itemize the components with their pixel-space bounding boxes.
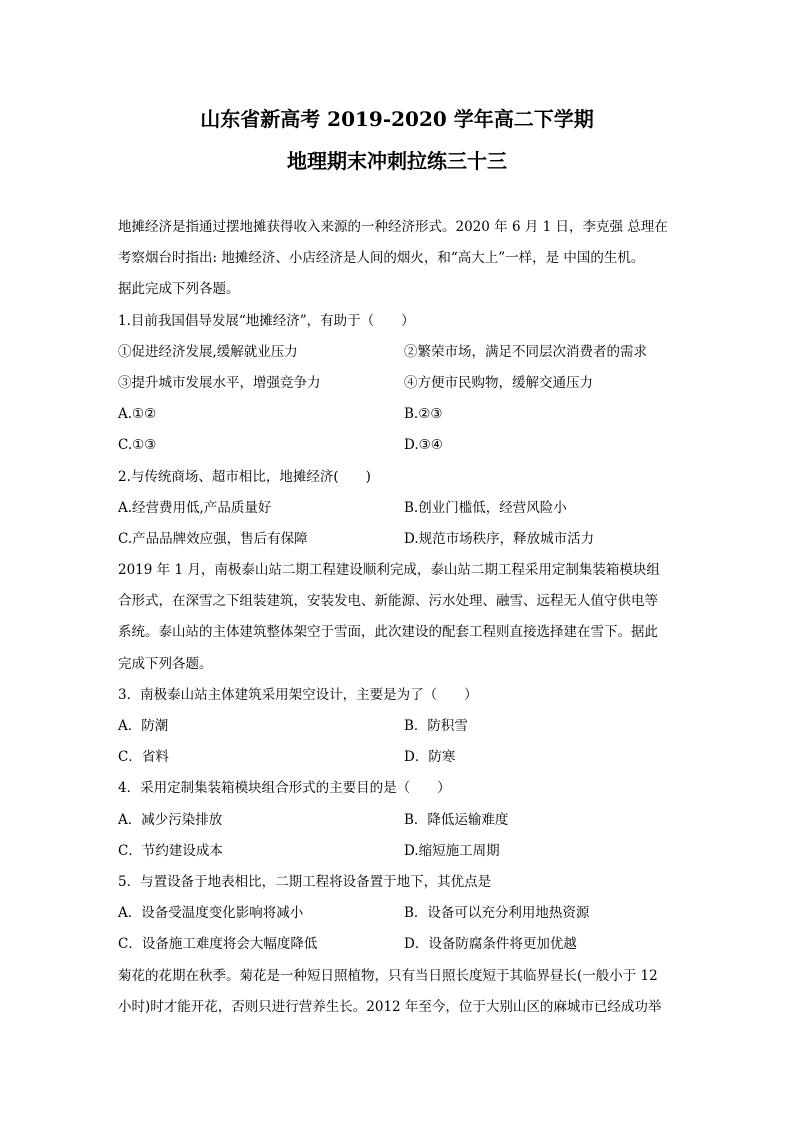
question-5-options-row — [118, 929, 678, 960]
answer-option: B．降低运输难度 — [404, 811, 509, 828]
question-3-stem: 3．南极泰山站主体建筑采用架空设计，主要是为了（ ） — [118, 686, 478, 703]
passage-1-line: 考察烟台时指出: 地摊经济、小店经济是人间的烟火，和“高大上”一样，是 中国的生机。 — [118, 250, 645, 267]
passage-2-line: 完成下列各题。 — [118, 655, 213, 672]
passage-2-line: 系统。泰山站的主体建筑整体架空于雪面，此次建设的配套工程则直接选择建在雪下。据此 — [118, 624, 658, 641]
statement-item: ②繁荣市场，满足不同层次消费者的需求 — [404, 343, 647, 360]
question-1-stem: 1.目前我国倡导发展“地摊经济”，有助于（ ） — [118, 312, 415, 329]
document-title-line-2: 地理期末冲刺拉练三十三 — [287, 149, 507, 173]
answer-option: C.①③ — [118, 437, 157, 454]
answer-option: B．防积雪 — [404, 718, 468, 734]
answer-option: D．防寒 — [404, 749, 456, 766]
answer-option: B．设备可以充分利用地热资源 — [404, 905, 590, 922]
question-5-stem: 5．与置设备于地表相比，二期工程将设备置于地下，其优点是 — [118, 873, 492, 890]
answer-option: A．设备受温度变化影响将减小 — [118, 905, 304, 922]
question-1-options-row — [118, 399, 678, 430]
question-4-options-row — [118, 836, 678, 867]
answer-option: A．减少污染排放 — [118, 811, 223, 828]
answer-option: B.创业门槛低，经营风险小 — [404, 499, 567, 516]
question-3-options-row — [118, 711, 678, 742]
question-4-stem: 4．采用定制集装箱模块组合形式的主要目的是（ ） — [118, 780, 451, 797]
passage-3-line: 小时)时才能开花，否则只进行营养生长。2012 年至今，位于大别山区的麻城市已经成功举 — [118, 998, 662, 1015]
answer-option: D.③④ — [404, 437, 443, 454]
question-5-options-row — [118, 898, 678, 929]
question-1-options-row — [118, 430, 678, 461]
question-3-options-row — [118, 742, 678, 773]
document-title-line-1: 山东省新高考 2019-2020 学年高二下学期 — [200, 107, 594, 131]
answer-option: C.产品品牌效应强，售后有保障 — [118, 530, 308, 547]
answer-option: A．防潮 — [118, 718, 169, 734]
passage-1-line: 地摊经济是指通过摆地摊获得收入来源的一种经济形式。2020 年 6 月 1 日，李克强 总理在 — [118, 219, 668, 235]
document-body — [118, 212, 678, 1023]
passage-2-line: 合形式，在深雪之下组装建筑，安装发电、新能源、污水处理、融雪、远程无人值守供电等 — [118, 593, 658, 610]
statement-item: ①促进经济发展,缓解就业压力 — [118, 343, 298, 360]
answer-option: B.②③ — [404, 406, 443, 423]
question-2-options-row — [118, 493, 678, 524]
question-1-items-row — [118, 368, 678, 399]
answer-option: C．节约建设成本 — [118, 842, 223, 859]
question-4-options-row — [118, 805, 678, 836]
answer-option: A.经营费用低,产品质量好 — [118, 499, 272, 516]
question-2-options-row — [118, 524, 678, 555]
statement-item: ③提升城市发展水平，增强竞争力 — [118, 374, 321, 391]
passage-1-line: 据此完成下列各题。 — [118, 281, 240, 298]
answer-option: C．省料 — [118, 749, 169, 766]
answer-option: D.缩短施工周期 — [404, 842, 500, 859]
passage-2-line: 2019 年 1 月，南极泰山站二期工程建设顺利完成，泰山站二期工程采用定制集装箱模块组 — [118, 562, 660, 579]
passage-3-line: 菊花的花期在秋季。菊花是一种短日照植物，只有当日照长度短于其临界昼长(一般小于 12 — [118, 967, 658, 984]
answer-option: D.规范市场秩序，释放城市活力 — [404, 530, 595, 547]
answer-option: A.①② — [118, 406, 157, 423]
question-2-stem: 2.与传统商场、超市相比，地摊经济( ) — [118, 468, 371, 485]
answer-option: D．设备防腐条件将更加优越 — [404, 936, 577, 953]
question-1-items-row — [118, 337, 678, 368]
answer-option: C．设备施工难度将会大幅度降低 — [118, 936, 318, 953]
statement-item: ④方便市民购物，缓解交通压力 — [404, 374, 593, 391]
